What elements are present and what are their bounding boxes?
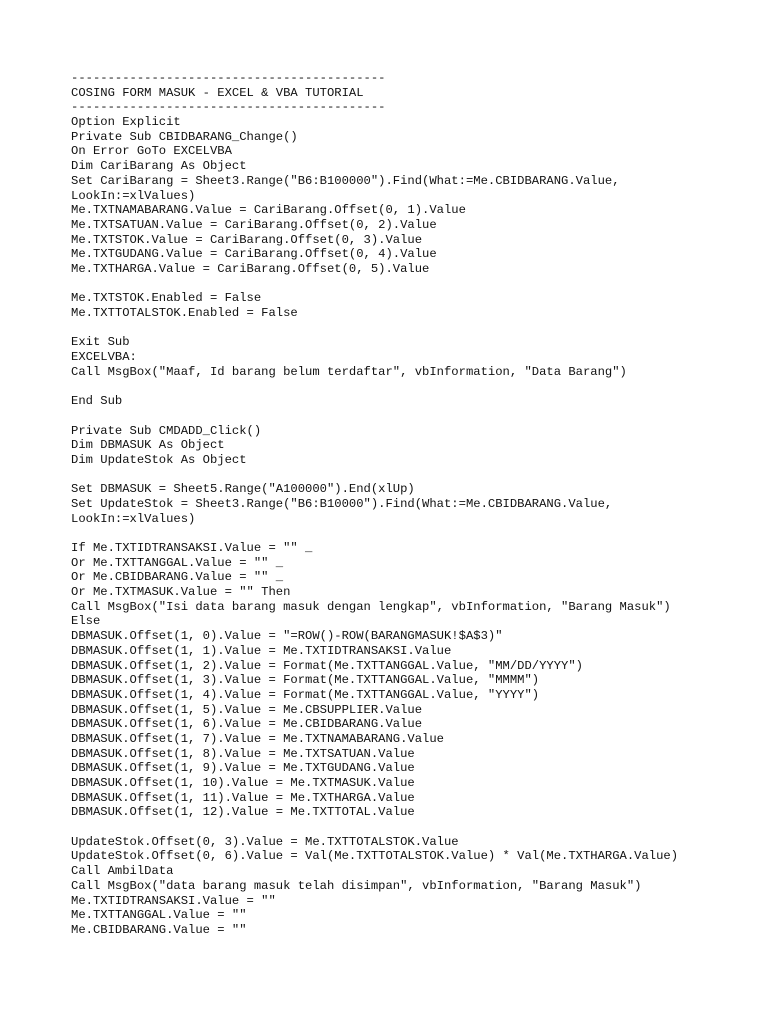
code-line: Exit Sub xyxy=(71,335,130,350)
code-line: Set UpdateStok = Sheet3.Range("B6:B10000").Find(What:=Me.CBIDBARANG.Value, xyxy=(71,496,613,511)
code-line: DBMASUK.Offset(1, 2).Value = Format(Me.TXTTANGGAL.Value, "MM/DD/YYYY") xyxy=(71,658,583,673)
code-line: UpdateStok.Offset(0, 6).Value = Val(Me.TXTTOTALSTOK.Value) * Val(Me.TXTHARGA.Value) xyxy=(71,849,679,864)
code-line: Call MsgBox("Maaf, Id barang belum terdaftar", vbInformation, "Data Barang") xyxy=(71,364,627,379)
code-line: LookIn:=xlValues) xyxy=(71,511,196,526)
code-line: ------------------------------------------- xyxy=(71,100,386,115)
code-line: DBMASUK.Offset(1, 7).Value = Me.TXTNAMABARANG.Value xyxy=(71,731,444,746)
code-line: Me.TXTIDTRANSAKSI.Value = "" xyxy=(71,893,276,908)
code-line: Option Explicit xyxy=(71,115,181,130)
code-line: Me.TXTGUDANG.Value = CariBarang.Offset(0, 4).Value xyxy=(71,247,437,262)
code-line: Or Me.CBIDBARANG.Value = "" _ xyxy=(71,570,284,585)
code-line: Dim UpdateStok As Object xyxy=(71,452,247,467)
code-line: Private Sub CMDADD_Click() xyxy=(71,423,262,438)
code-line: DBMASUK.Offset(1, 5).Value = Me.CBSUPPLIER.Value xyxy=(71,702,423,717)
code-line xyxy=(71,526,751,541)
code-line: Me.TXTNAMABARANG.Value = CariBarang.Offset(0, 1).Value xyxy=(71,203,466,218)
code-line: DBMASUK.Offset(1, 10).Value = Me.TXTMASUK.Value xyxy=(71,776,415,790)
code-line: Set DBMASUK = Sheet5.Range("A100000").End(xlUp) xyxy=(71,482,415,497)
code-line: End Sub xyxy=(71,394,123,409)
document-page xyxy=(71,71,751,938)
code-line: Me.CBIDBARANG.Value = "" xyxy=(71,922,247,937)
code-line: Call AmbilData xyxy=(71,864,174,879)
code-line: If Me.TXTIDTRANSAKSI.Value = "" _ xyxy=(71,541,313,555)
code-line: Me.TXTSTOK.Enabled = False xyxy=(71,291,262,306)
code-line: DBMASUK.Offset(1, 11).Value = Me.TXTHARGA.Value xyxy=(71,790,415,805)
code-line xyxy=(71,409,751,424)
code-line: DBMASUK.Offset(1, 12).Value = Me.TXTTOTAL.Value xyxy=(71,805,415,820)
code-line xyxy=(71,468,751,483)
code-line: Me.TXTHARGA.Value = CariBarang.Offset(0, 5).Value xyxy=(71,261,430,276)
code-line: UpdateStok.Offset(0, 3).Value = Me.TXTTOTALSTOK.Value xyxy=(71,834,459,849)
code-line: On Error GoTo EXCELVBA xyxy=(71,144,232,159)
code-line: Else xyxy=(71,614,101,629)
code-line: EXCELVBA: xyxy=(71,350,137,365)
code-line: Dim DBMASUK As Object xyxy=(71,438,225,453)
code-line: Me.TXTTOTALSTOK.Enabled = False xyxy=(71,306,298,320)
code-line: Dim CariBarang As Object xyxy=(71,159,247,174)
code-line: Me.TXTTANGGAL.Value = "" xyxy=(71,908,247,923)
vba-code-listing xyxy=(71,71,751,938)
code-line: COSING FORM MASUK - EXCEL & VBA TUTORIAL xyxy=(71,85,364,100)
code-line: Me.TXTSTOK.Value = CariBarang.Offset(0, 3).Value xyxy=(71,232,423,247)
code-line: Call MsgBox("Isi data barang masuk dengan lengkap", vbInformation, "Barang Masuk") xyxy=(71,599,671,614)
code-line xyxy=(71,277,751,292)
code-line: LookIn:=xlValues) xyxy=(71,188,196,203)
code-line: ------------------------------------------- xyxy=(71,71,386,85)
code-line: Or Me.TXTTANGGAL.Value = "" _ xyxy=(71,555,284,570)
code-line: DBMASUK.Offset(1, 3).Value = Format(Me.TXTTANGGAL.Value, "MMMM") xyxy=(71,673,540,688)
code-line: Or Me.TXTMASUK.Value = "" Then xyxy=(71,585,291,600)
code-line xyxy=(71,820,751,835)
code-line: DBMASUK.Offset(1, 1).Value = Me.TXTIDTRANSAKSI.Value xyxy=(71,643,452,658)
code-line: Set CariBarang = Sheet3.Range("B6:B100000").Find(What:=Me.CBIDBARANG.Value, xyxy=(71,173,620,188)
code-line: DBMASUK.Offset(1, 9).Value = Me.TXTGUDANG.Value xyxy=(71,761,415,776)
code-line: DBMASUK.Offset(1, 4).Value = Format(Me.TXTTANGGAL.Value, "YYYY") xyxy=(71,687,540,702)
code-line xyxy=(71,379,751,394)
code-line xyxy=(71,321,751,336)
code-line: DBMASUK.Offset(1, 8).Value = Me.TXTSATUAN.Value xyxy=(71,746,415,761)
code-line: DBMASUK.Offset(1, 6).Value = Me.CBIDBARANG.Value xyxy=(71,717,423,732)
code-line: Private Sub CBIDBARANG_Change() xyxy=(71,129,298,144)
code-line: Call MsgBox("data barang masuk telah disimpan", vbInformation, "Barang Masuk") xyxy=(71,878,642,893)
code-line: DBMASUK.Offset(1, 0).Value = "=ROW()-ROW(BARANGMASUK!$A$3)" xyxy=(71,629,503,644)
code-line: Me.TXTSATUAN.Value = CariBarang.Offset(0, 2).Value xyxy=(71,217,437,232)
